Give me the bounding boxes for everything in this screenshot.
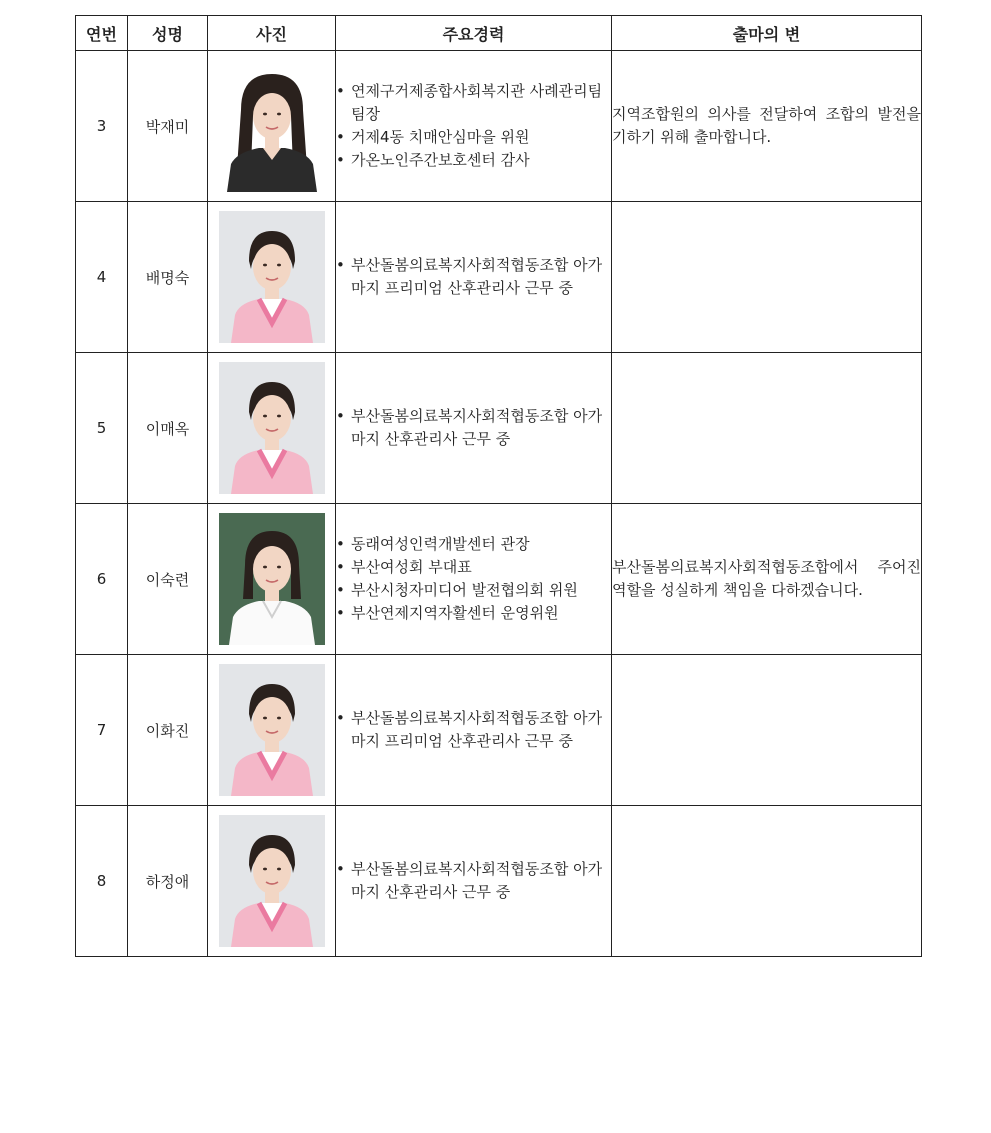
- bullet-icon: •: [336, 581, 345, 599]
- candidate-photo-cell: [208, 202, 336, 353]
- candidate-statement: [612, 806, 922, 957]
- career-item: [336, 858, 611, 904]
- candidate-photo: [219, 664, 325, 796]
- career-item: [336, 405, 611, 451]
- table-row: [76, 504, 922, 655]
- candidate-number: 7: [76, 655, 128, 806]
- candidate-photo-cell: [208, 806, 336, 957]
- candidate-number: 4: [76, 202, 128, 353]
- table-row: [76, 51, 922, 202]
- candidate-photo: [219, 211, 325, 343]
- career-item: [336, 556, 611, 579]
- bullet-icon: •: [336, 128, 345, 146]
- header-photo: 사진: [208, 16, 336, 51]
- candidate-name: 이화진: [128, 655, 208, 806]
- career-text: 부산돌봄의료복지사회적협동조합 아가마지 산후관리사 근무 중: [351, 407, 603, 448]
- career-text: 동래여성인력개발센터 관장: [351, 535, 530, 553]
- career-item: [336, 254, 611, 300]
- bullet-icon: •: [336, 709, 345, 727]
- candidate-photo: [219, 513, 325, 645]
- career-cell: [336, 655, 612, 806]
- table-header-row: [76, 16, 922, 51]
- career-list: [336, 254, 611, 300]
- bullet-icon: •: [336, 604, 345, 622]
- candidate-statement: [612, 202, 922, 353]
- bullet-icon: •: [336, 407, 345, 425]
- candidate-photo: [219, 815, 325, 947]
- career-list: [336, 858, 611, 904]
- header-statement: 출마의 변: [612, 16, 922, 51]
- table-row: [76, 806, 922, 957]
- career-text: 부산연제지역자활센터 운영위원: [351, 604, 559, 622]
- candidate-table: [75, 15, 922, 957]
- bullet-icon: •: [336, 558, 345, 576]
- candidate-name: 이매옥: [128, 353, 208, 504]
- candidate-statement: [612, 655, 922, 806]
- career-text: 거제4동 치매안심마을 위원: [351, 128, 530, 146]
- career-text: 연제구거제종합사회복지관 사례관리팀 팀장: [351, 82, 603, 123]
- bullet-icon: •: [336, 82, 345, 100]
- career-text: 부산시청자미디어 발전협의회 위원: [351, 581, 578, 599]
- table-row: [76, 353, 922, 504]
- career-item: [336, 533, 611, 556]
- header-number: 연번: [76, 16, 128, 51]
- career-list: [336, 707, 611, 753]
- career-list: [336, 405, 611, 451]
- candidate-name: 배명숙: [128, 202, 208, 353]
- career-text: 부산돌봄의료복지사회적협동조합 아가마지 프리미엄 산후관리사 근무 중: [351, 256, 603, 297]
- header-name: 성명: [128, 16, 208, 51]
- candidate-photo: [219, 362, 325, 494]
- candidate-photo-cell: [208, 504, 336, 655]
- candidate-photo-cell: [208, 655, 336, 806]
- bullet-icon: •: [336, 860, 345, 878]
- candidate-statement: [612, 353, 922, 504]
- career-list: [336, 80, 611, 172]
- career-item: [336, 602, 611, 625]
- career-cell: [336, 353, 612, 504]
- candidate-number: 6: [76, 504, 128, 655]
- table-row: [76, 202, 922, 353]
- table-row: [76, 655, 922, 806]
- table-body: [76, 51, 922, 957]
- career-text: 부산여성회 부대표: [351, 558, 472, 576]
- candidate-number: 8: [76, 806, 128, 957]
- candidate-statement: 부산돌봄의료복지사회적협동조합에서 주어진 역할을 성실하게 책임을 다하겠습니다.: [612, 504, 922, 655]
- bullet-icon: •: [336, 151, 345, 169]
- career-item: [336, 149, 611, 172]
- candidate-name: 박재미: [128, 51, 208, 202]
- career-cell: [336, 806, 612, 957]
- career-text: 부산돌봄의료복지사회적협동조합 아가마지 프리미엄 산후관리사 근무 중: [351, 709, 603, 750]
- candidate-photo: [219, 60, 325, 192]
- header-career: 주요경력: [336, 16, 612, 51]
- candidate-photo-cell: [208, 353, 336, 504]
- candidate-number: 3: [76, 51, 128, 202]
- career-item: [336, 707, 611, 753]
- career-list: [336, 533, 611, 625]
- candidate-statement: 지역조합원의 의사를 전달하여 조합의 발전을 기하기 위해 출마합니다.: [612, 51, 922, 202]
- candidate-number: 5: [76, 353, 128, 504]
- career-item: [336, 579, 611, 602]
- career-cell: [336, 202, 612, 353]
- bullet-icon: •: [336, 535, 345, 553]
- candidate-name: 이숙련: [128, 504, 208, 655]
- bullet-icon: •: [336, 256, 345, 274]
- career-cell: [336, 51, 612, 202]
- career-item: [336, 126, 611, 149]
- candidate-photo-cell: [208, 51, 336, 202]
- career-text: 부산돌봄의료복지사회적협동조합 아가마지 산후관리사 근무 중: [351, 860, 603, 901]
- career-item: [336, 80, 611, 126]
- candidate-name: 하정애: [128, 806, 208, 957]
- career-text: 가온노인주간보호센터 감사: [351, 151, 530, 169]
- career-cell: [336, 504, 612, 655]
